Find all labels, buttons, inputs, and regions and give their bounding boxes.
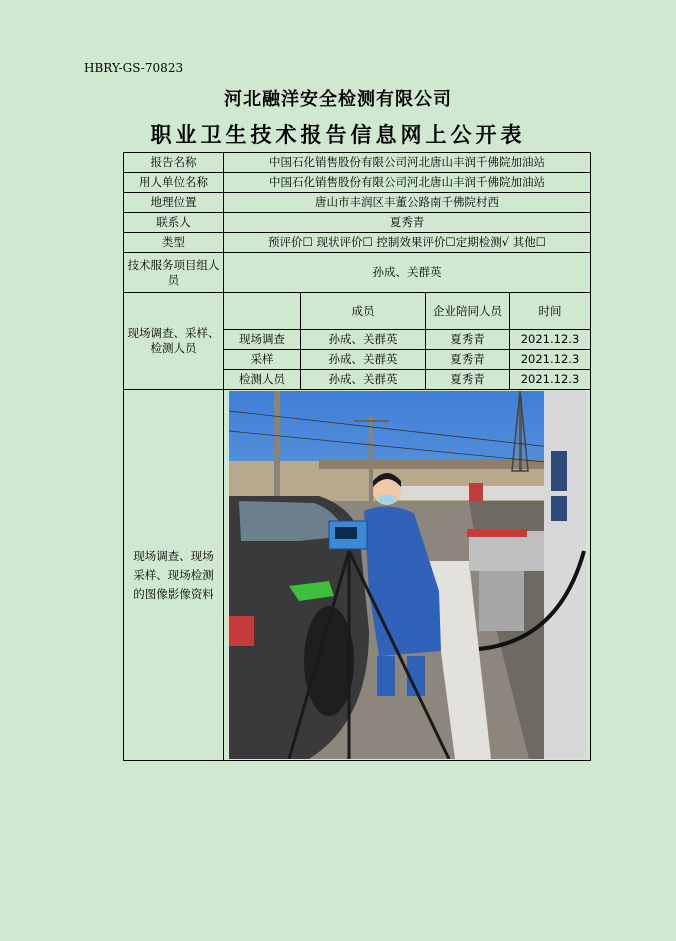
value-type: 预评价☐ 现状评价☐ 控制效果评价☐定期检测√ 其他☐: [224, 233, 591, 253]
site-photo: [229, 391, 586, 759]
row-photo: [124, 390, 591, 761]
survey-task: 检测人员: [224, 370, 301, 390]
label-location: 地理位置: [124, 193, 224, 213]
label-type: 类型: [124, 233, 224, 253]
value-team: 孙成、关群英: [224, 253, 591, 293]
row-type: [124, 233, 591, 253]
survey-escort: 夏秀青: [426, 370, 510, 390]
label-team: 技术服务项目组人员: [124, 253, 224, 293]
survey-header-escort: 企业陪同人员: [426, 293, 510, 330]
row-contact: [124, 213, 591, 233]
survey-members: 孙成、关群英: [301, 350, 426, 370]
row-team: [124, 253, 591, 293]
label-photo: 现场调查、现场采样、现场检测的图像影像资料: [124, 390, 224, 761]
value-employer: 中国石化销售股份有限公司河北唐山丰润千佛院加油站: [224, 173, 591, 193]
survey-date: 2021.12.3: [510, 330, 591, 350]
label-report-name: 报告名称: [124, 153, 224, 173]
survey-header-date: 时间: [510, 293, 591, 330]
survey-header-members: 成员: [301, 293, 426, 330]
survey-date: 2021.12.3: [510, 350, 591, 370]
survey-escort: 夏秀青: [426, 330, 510, 350]
survey-date: 2021.12.3: [510, 370, 591, 390]
row-survey-header: [124, 293, 591, 330]
value-location: 唐山市丰润区丰董公路南千佛院村西: [224, 193, 591, 213]
survey-escort: 夏秀青: [426, 350, 510, 370]
value-report-name: 中国石化销售股份有限公司河北唐山丰润千佛院加油站: [224, 153, 591, 173]
document-code: HBRY-GS-70823: [84, 61, 184, 75]
survey-header-blank: [224, 293, 301, 330]
photo-cell: [224, 390, 591, 761]
value-contact: 夏秀青: [224, 213, 591, 233]
survey-task: 现场调查: [224, 330, 301, 350]
survey-task: 采样: [224, 350, 301, 370]
row-report-name: [124, 153, 591, 173]
label-contact: 联系人: [124, 213, 224, 233]
form-title: 职业卫生技术报告信息网上公开表: [150, 122, 526, 147]
label-employer: 用人单位名称: [124, 173, 224, 193]
company-name: 河北融洋安全检测有限公司: [224, 89, 452, 110]
row-location: [124, 193, 591, 213]
label-survey: 现场调查、采样、检测人员: [124, 293, 224, 390]
survey-members: 孙成、关群英: [301, 370, 426, 390]
row-employer: [124, 173, 591, 193]
info-table: [123, 152, 591, 761]
survey-members: 孙成、关群英: [301, 330, 426, 350]
